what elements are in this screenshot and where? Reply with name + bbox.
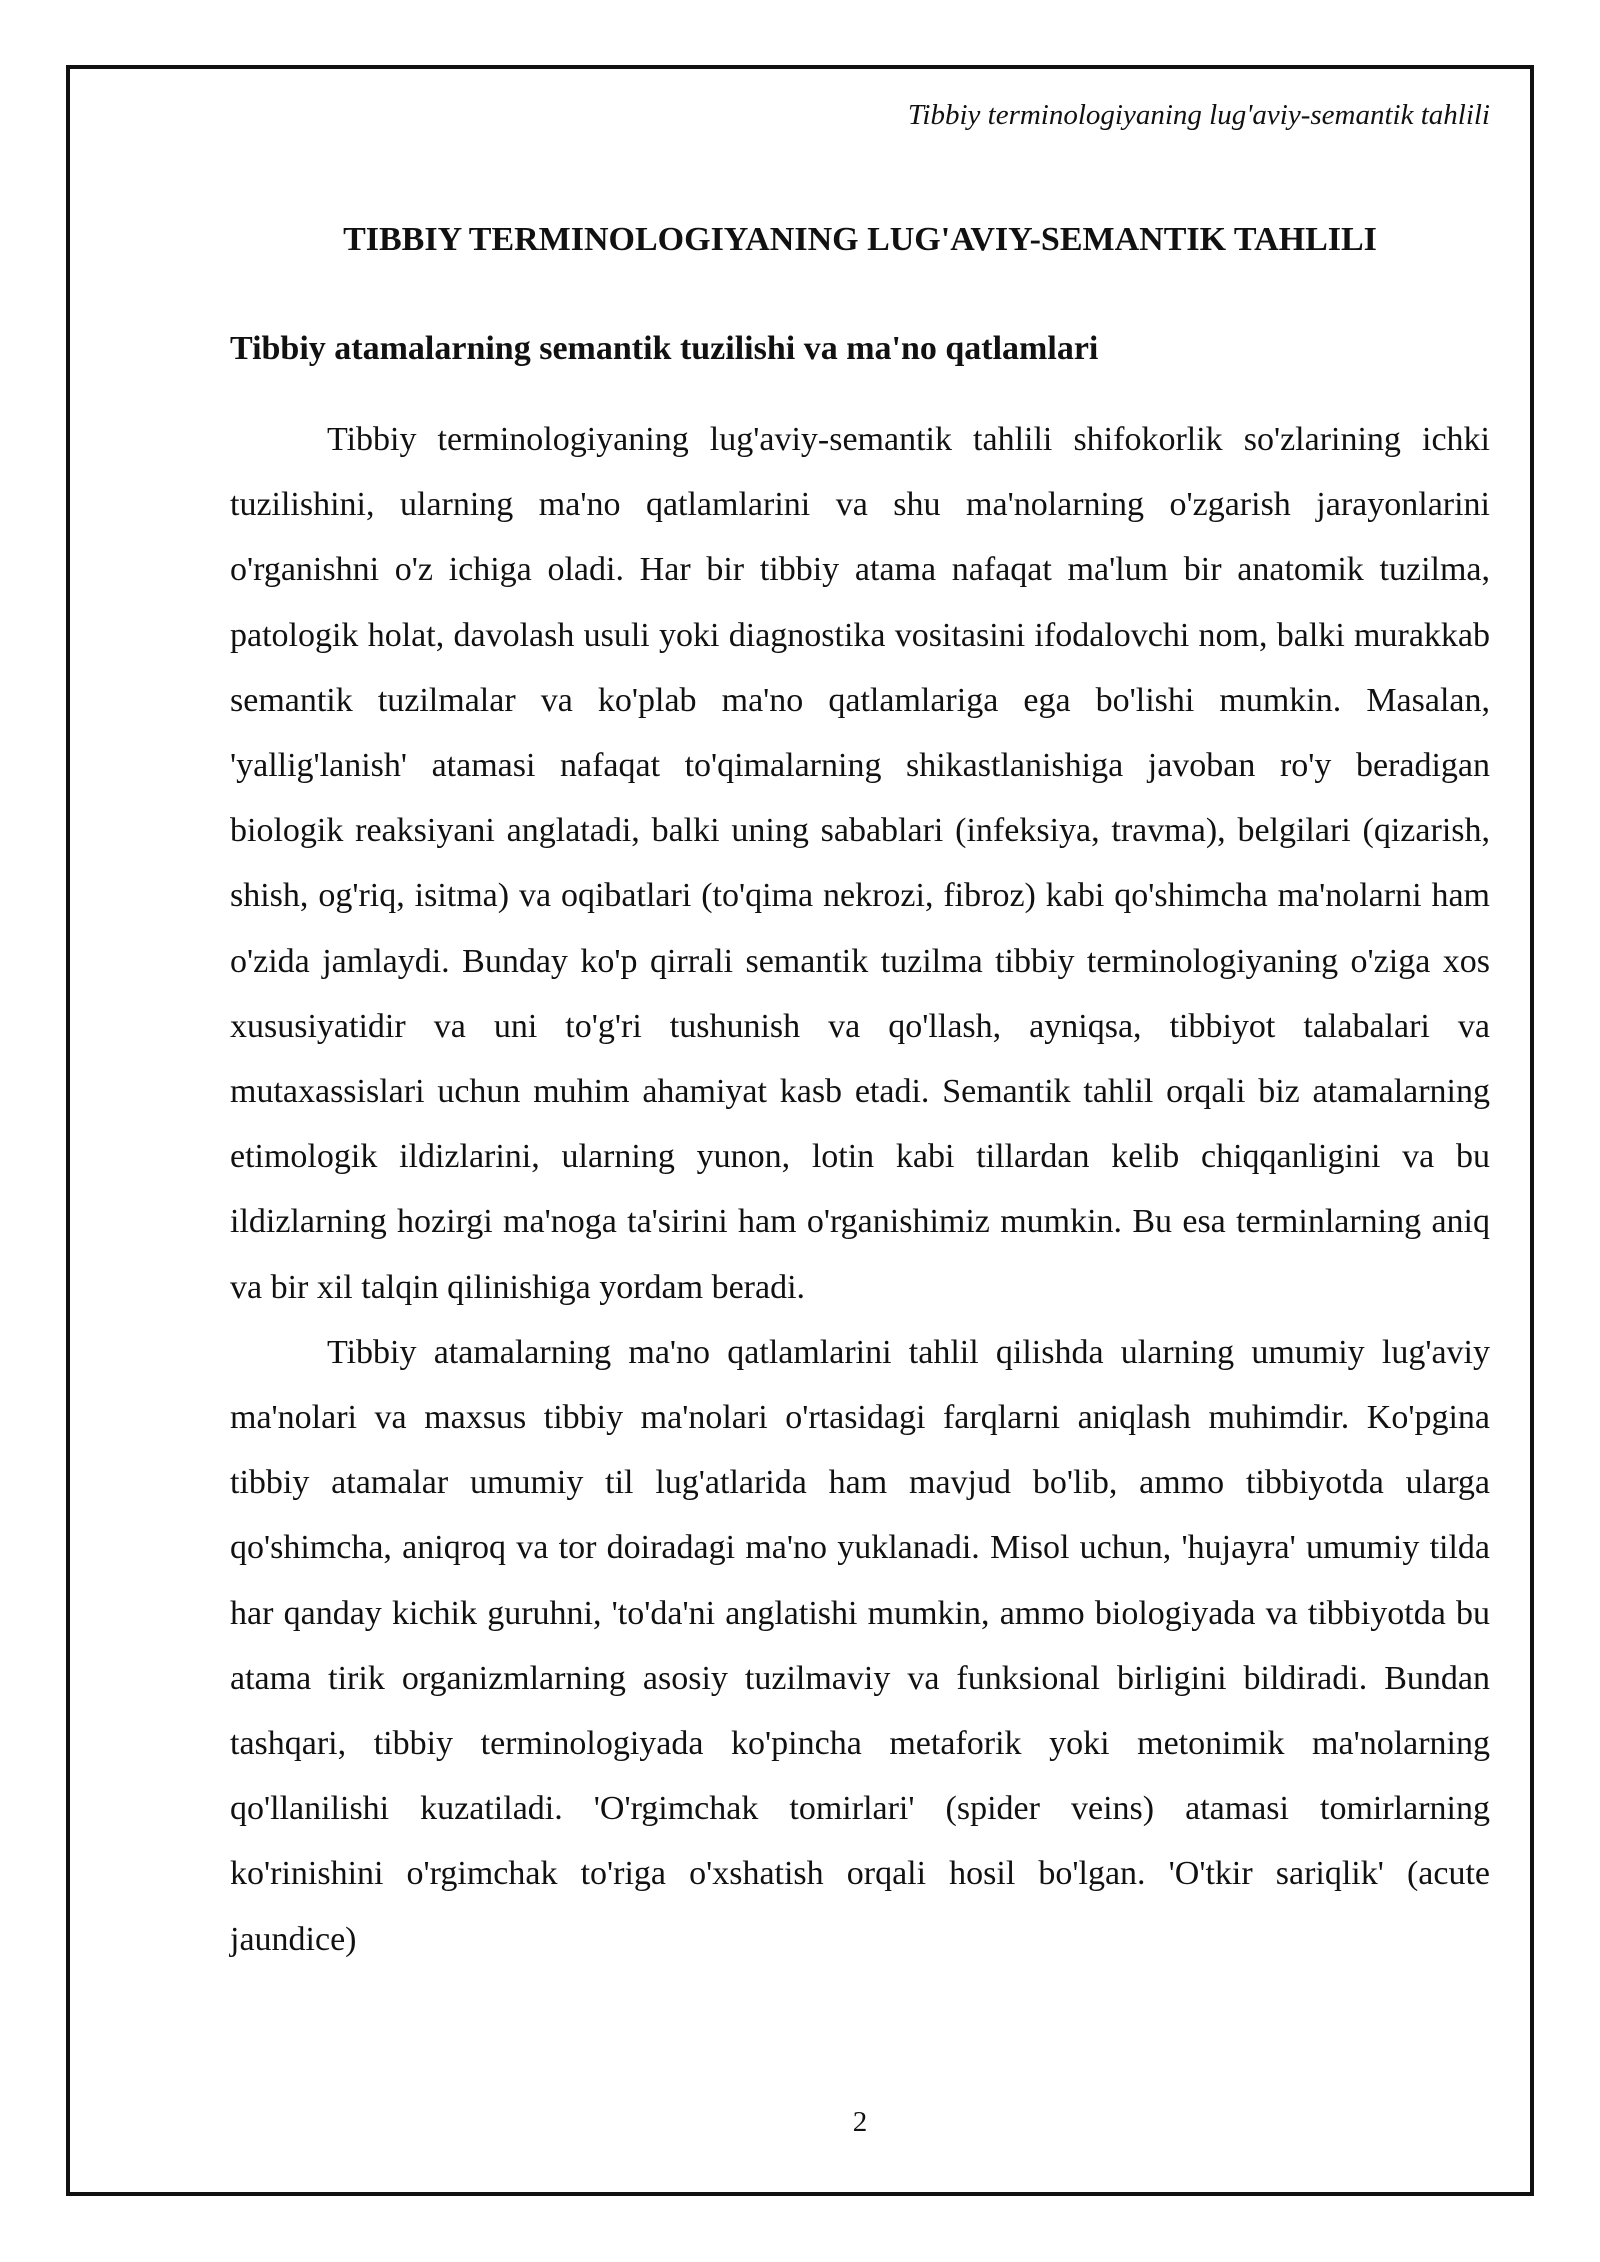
body-text (230, 407, 1490, 1972)
paragraph: Tibbiy atamalarning ma'no qatlamlarini tahlil qilishda ularning umumiy lug'aviy ma'nolari va maxsus tibbiy ma'nolari o'rtasidagi farqlarni aniqlash muhimdir. Ko'pgina tibbiy atamalar umumiy til lug'atlarida ham mavjud bo'lib, ammo tibbiyotda ularga qo'shimcha, aniqroq va tor doiradagi ma'no yuklanadi. Misol uchun, 'hujayra' umumiy tilda har qanday kichik guruhni, 'to'da'ni anglatishi mumkin, ammo biologiyada va tibbiyotda bu atama tirik organizmlarning asosiy tuzilmaviy va funksional birligini bildiradi. Bundan tashqari, tibbiy terminologiyada ko'pincha metaforik yoki metonimik ma'nolarning qo'llanilishi kuzatiladi. 'O'rgimchak tomirlari' (spider veins) atamasi tomirlarning ko'rinishini o'rgimchak to'riga o'xshatish orqali hosil bo'lgan. 'O'tkir sariqlik' (acute jaundice) (230, 1333, 1490, 1958)
section-heading: Tibbiy atamalarning semantik tuzilishi va ma'no qatlamlari (230, 330, 1099, 367)
running-header: Tibbiy terminologiyaning lug'aviy-semantik tahlili (907, 99, 1490, 131)
document-title: TIBBIY TERMINOLOGIYANING LUG'AVIY-SEMANTIK TAHLILI (343, 221, 1377, 258)
page-number: 2 (852, 2106, 868, 2138)
paragraph: Tibbiy terminologiyaning lug'aviy-semantik tahlili shifokorlik so'zlarining ichki tuzilishini, ularning ma'no qatlamlarini va shu ma'nolarning o'zgarish jarayonlarini o'rganishni o'z ichiga oladi. Har bir tibbiy atama nafaqat ma'lum bir anatomik tuzilma, patologik holat, davolash usuli yoki diagnostika vositasini ifodalovchi nom, balki murakkab semantik tuzilmalar va ko'plab ma'no qatlamlariga ega bo'lishi mumkin. Masalan, 'yallig'lanish' atamasi nafaqat to'qimalarning shikastlanishiga javoban ro'y beradigan biologik reaksiyani anglatadi, balki uning sabablari (infeksiya, travma), belgilari (qizarish, shish, og'riq, isitma) va oqibatlari (to'qima nekrozi, fibroz) kabi qo'shimcha ma'nolarni ham o'zida jamlaydi. Bunday ko'p qirrali semantik tuzilma tibbiy terminologiyaning o'ziga xos xususiyatidir va uni to'g'ri tushunish va qo'llash, ayniqsa, tibbiyot talabalari va mutaxassislari uchun muhim ahamiyat kasb etadi. Semantik tahlil orqali biz atamalarning etimologik ildizlarini, ularning yunon, lotin kabi tillardan kelib chiqqanligini va bu ildizlarning hozirgi ma'noga ta'sirini ham o'rganishimiz mumkin. Bu esa terminlarning aniq va bir xil talqin qilinishiga yordam beradi. (230, 421, 1490, 1306)
